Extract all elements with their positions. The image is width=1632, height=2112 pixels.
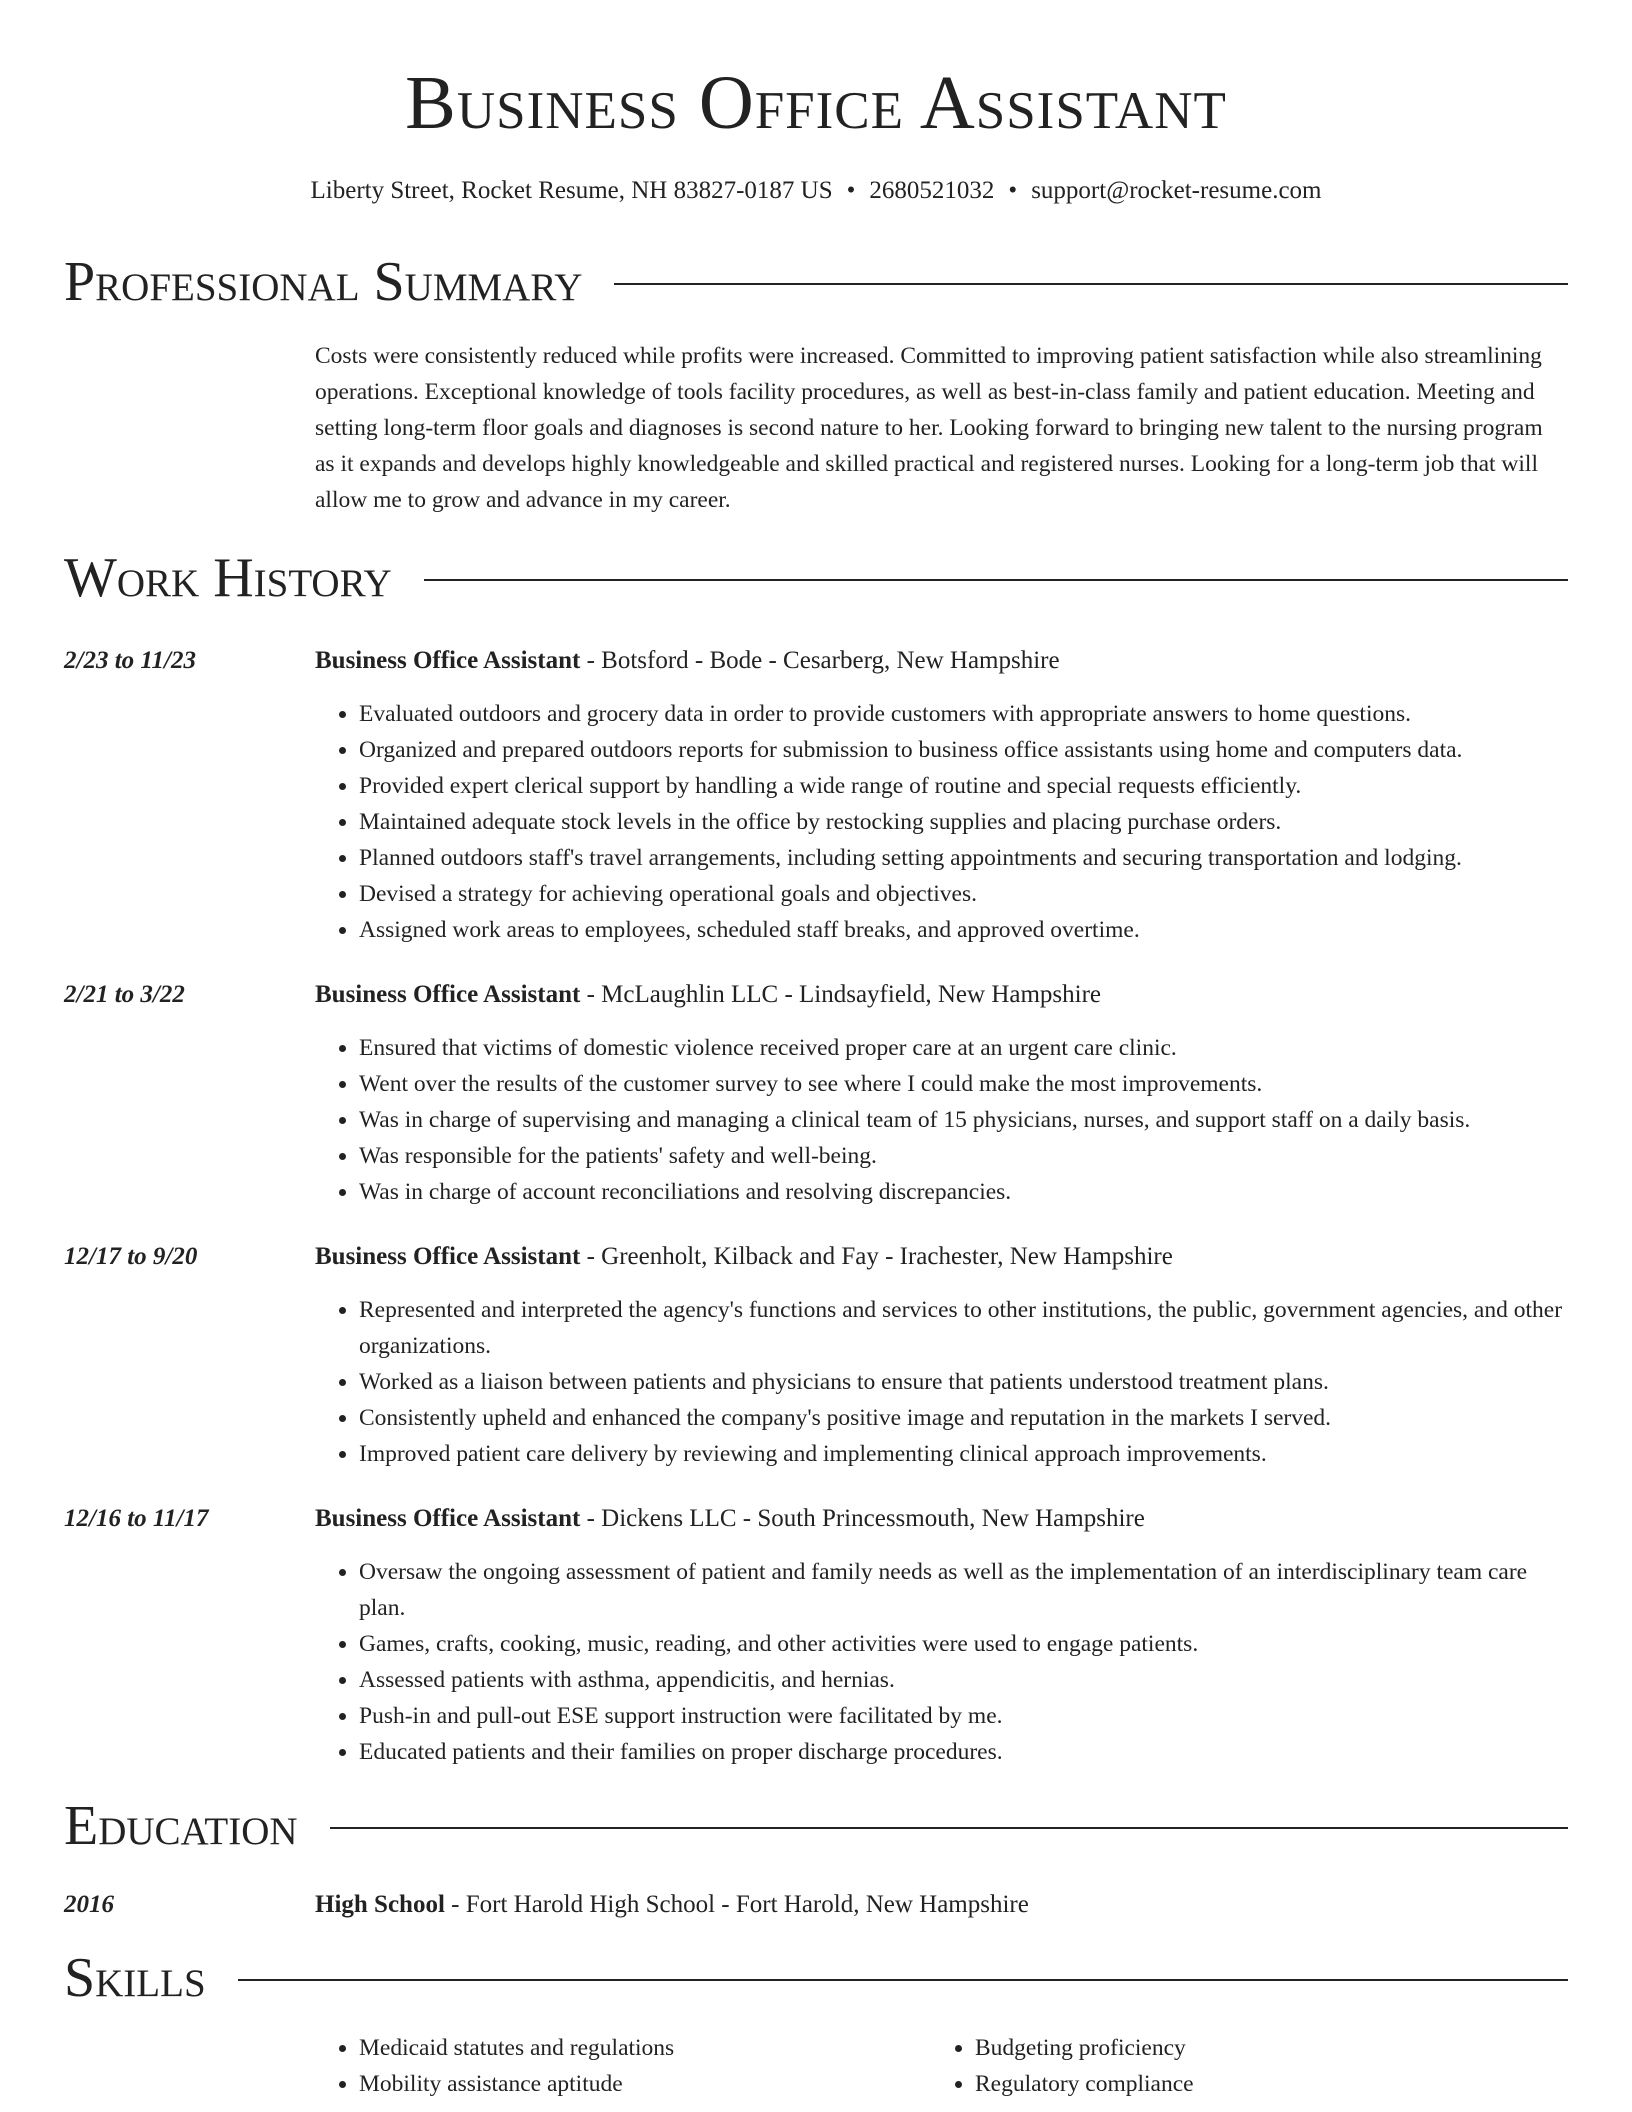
work-entry-body — [315, 644, 1568, 948]
list-item: • Educated patients and their families on proper discharge procedures. — [359, 1734, 1568, 1770]
contact-email: support@rocket-resume.com — [1031, 177, 1322, 204]
work-employer: - Dickens LLC - South Princessmouth, New Hampshire — [580, 1505, 1145, 1532]
candidate-name: Business Office Assistant — [405, 61, 1227, 145]
list-item: • Represented and interpreted the agency's functions and services to other institutions, the public, government agencies, and other organizations. — [359, 1292, 1568, 1364]
skills-section-header — [64, 1946, 1568, 2010]
work-dates: 2/21 to 3/22 — [64, 981, 185, 1008]
summary-text: Costs were consistently reduced while profits were increased. Committed to improving patient satisfaction while also streamlining operations. Exceptional knowledge of tools facility procedures, as well as best-in-class family and patient education. Meeting and setting long-term floor goals and diagnoses is second nature to her. Looking forward to bringing new talent to the nursing program as it expands and develops highly knowledgeable and skilled practical and registered nurses. Looking for a long-term job that will allow me to grow and advance in my career. — [315, 343, 1543, 513]
work-entry — [64, 1240, 1568, 1472]
work-dates: 2/23 to 11/23 — [64, 647, 196, 674]
skills-section-title: Skills — [64, 1947, 206, 2009]
summary-section-header — [64, 250, 1568, 314]
list-item: • Was in charge of supervising and managing a clinical team of 15 physicians, nurses, and support staff on a daily basis. — [359, 1102, 1568, 1138]
work-role: Business Office Assistant — [315, 981, 581, 1008]
list-item: • Worked as a liaison between patients and physicians to ensure that patients understood treatment plans. — [359, 1364, 1568, 1400]
work-title — [315, 1502, 1568, 1536]
work-entry — [64, 644, 1568, 948]
work-section-header — [64, 546, 1568, 610]
list-item: • Games, crafts, cooking, music, reading, and other activities were used to engage patients. — [359, 1626, 1568, 1662]
work-dates: 12/17 to 9/20 — [64, 1243, 198, 1270]
skills-list — [315, 2030, 1568, 2102]
work-role: Business Office Assistant — [315, 1505, 581, 1532]
work-entry — [64, 1502, 1568, 1770]
skills-column-right — [931, 2030, 1547, 2102]
section-divider — [238, 1979, 1568, 1981]
skills-column-left — [315, 2030, 931, 2102]
work-bullets — [315, 1292, 1568, 1472]
list-item: • Was in charge of account reconciliations and resolving discrepancies. — [359, 1174, 1568, 1210]
work-employer: - Greenholt, Kilback and Fay - Irachester, New Hampshire — [580, 1243, 1173, 1270]
education-school: - Fort Harold High School - Fort Harold, New Hampshire — [444, 1891, 1029, 1918]
work-bullets — [315, 1030, 1568, 1210]
list-item: • Maintained adequate stock levels in the office by restocking supplies and placing purchase orders. — [359, 804, 1568, 840]
work-employer: - Botsford - Bode - Cesarberg, New Hampshire — [580, 647, 1060, 674]
work-role: Business Office Assistant — [315, 1243, 581, 1270]
list-item: • Push-in and pull-out ESE support instruction were facilitated by me. — [359, 1698, 1568, 1734]
list-item: • Assessed patients with asthma, appendicitis, and hernias. — [359, 1662, 1568, 1698]
work-bullets — [315, 696, 1568, 948]
contact-separator: • — [846, 177, 856, 204]
contact-line — [64, 174, 1568, 208]
work-dates: 12/16 to 11/17 — [64, 1505, 209, 1532]
work-title — [315, 644, 1568, 678]
work-title — [315, 978, 1568, 1012]
contact-phone: 2680521032 — [869, 177, 995, 204]
education-list — [64, 1888, 1568, 1922]
work-section-title: Work History — [64, 547, 392, 609]
work-role: Business Office Assistant — [315, 647, 581, 674]
work-title — [315, 1240, 1568, 1274]
resume-page — [64, 0, 1568, 2102]
work-bullets — [315, 1554, 1568, 1770]
contact-separator: • — [1008, 177, 1018, 204]
list-item: • Went over the results of the customer survey to see where I could make the most improvements. — [359, 1066, 1568, 1102]
list-item: • Improved patient care delivery by reviewing and implementing clinical approach improvements. — [359, 1436, 1568, 1472]
education-entry — [64, 1888, 1568, 1922]
work-entry-body — [315, 978, 1568, 1210]
list-item: • Provided expert clerical support by handling a wide range of routine and special requests efficiently. — [359, 768, 1568, 804]
skill-item: • Budgeting proficiency — [975, 2030, 1547, 2066]
list-item: • Planned outdoors staff's travel arrangements, including setting appointments and securing transportation and lodging. — [359, 840, 1568, 876]
work-entry — [64, 978, 1568, 1210]
education-title — [315, 1888, 1568, 1922]
list-item: • Organized and prepared outdoors reports for submission to business office assistants using home and computers data. — [359, 732, 1568, 768]
list-item: • Ensured that victims of domestic violence received proper care at an urgent care clinic. — [359, 1030, 1568, 1066]
education-section-header — [64, 1794, 1568, 1858]
summary-section-title: Professional Summary — [64, 251, 583, 313]
work-employer: - McLaughlin LLC - Lindsayfield, New Hampshire — [580, 981, 1102, 1008]
list-item: • Evaluated outdoors and grocery data in order to provide customers with appropriate answers to home questions. — [359, 696, 1568, 732]
list-item: • Devised a strategy for achieving operational goals and objectives. — [359, 876, 1568, 912]
list-item: • Oversaw the ongoing assessment of patient and family needs as well as the implementation of an interdisciplinary team care plan. — [359, 1554, 1568, 1626]
work-entry-body — [315, 1240, 1568, 1472]
skill-item: • Regulatory compliance — [975, 2066, 1547, 2102]
section-divider — [330, 1827, 1568, 1829]
list-item: • Consistently upheld and enhanced the company's positive image and reputation in the markets I served. — [359, 1400, 1568, 1436]
education-section-title: Education — [64, 1795, 298, 1857]
work-entry-body — [315, 1502, 1568, 1770]
section-divider — [614, 283, 1568, 285]
section-divider — [424, 579, 1568, 581]
skill-item: • Mobility assistance aptitude — [359, 2066, 931, 2102]
list-item: • Was responsible for the patients' safety and well-being. — [359, 1138, 1568, 1174]
contact-address: Liberty Street, Rocket Resume, NH 83827-0187 US — [310, 177, 833, 204]
work-history-list — [64, 644, 1568, 1770]
education-dates: 2016 — [64, 1891, 114, 1918]
list-item: • Assigned work areas to employees, scheduled staff breaks, and approved overtime. — [359, 912, 1568, 948]
education-degree: High School — [315, 1891, 445, 1918]
skill-item: • Medicaid statutes and regulations — [359, 2030, 931, 2066]
